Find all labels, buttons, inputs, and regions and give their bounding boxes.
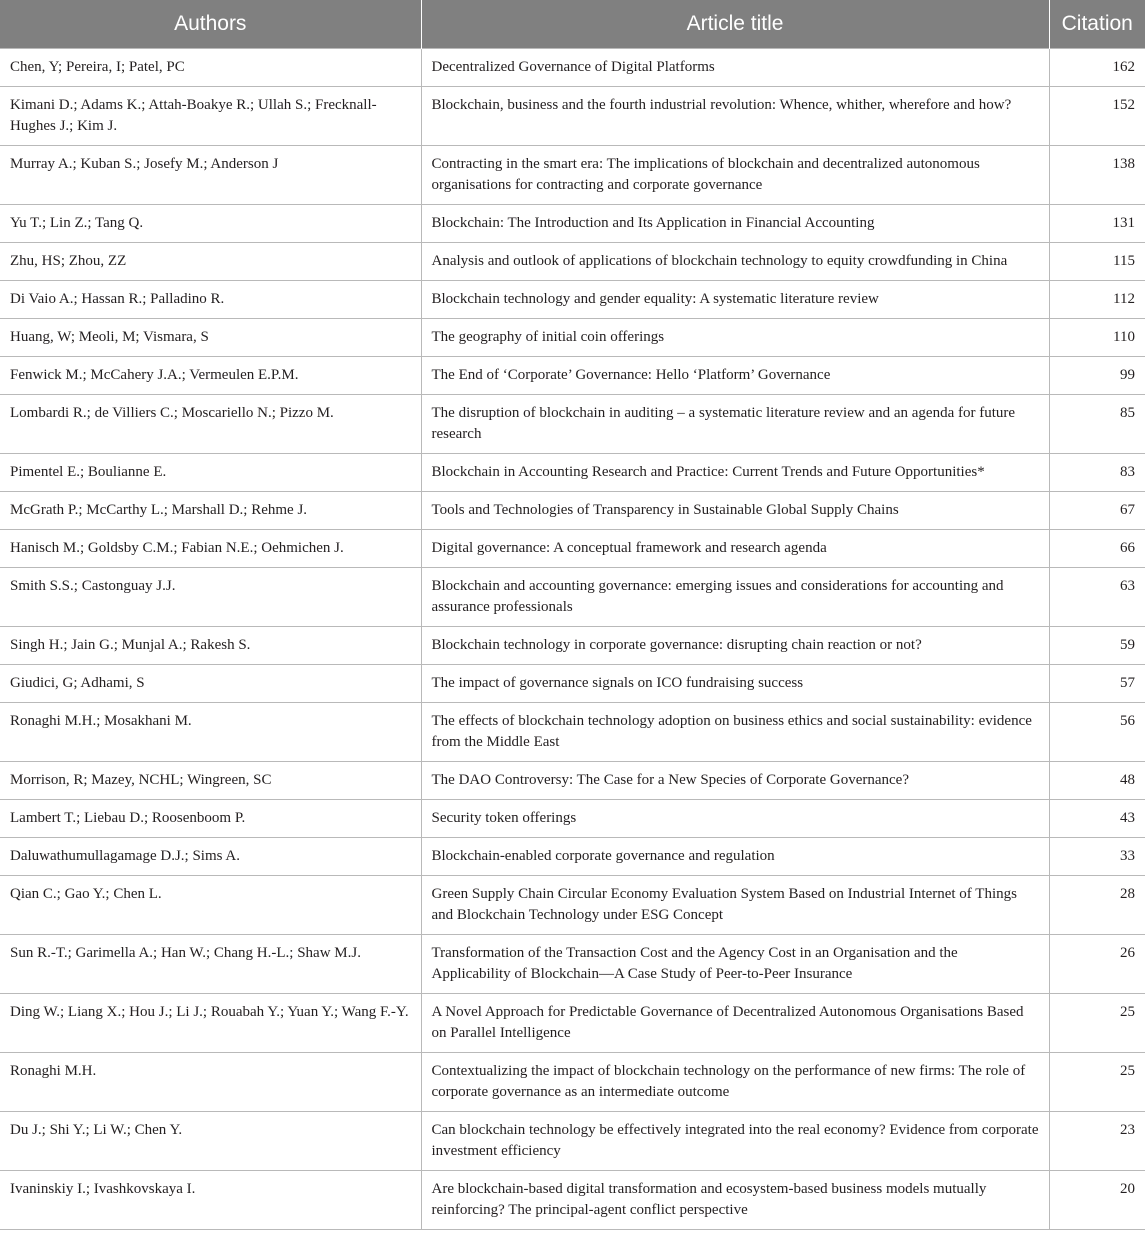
table-row xyxy=(0,394,1145,453)
table-row xyxy=(0,318,1145,356)
table-row xyxy=(0,875,1145,934)
authors-cell: Fenwick M.; McCahery J.A.; Vermeulen E.P.M. xyxy=(0,356,421,394)
citation-cell: 67 xyxy=(1049,491,1145,529)
header-row xyxy=(0,0,1145,48)
authors-cell: Singh H.; Jain G.; Munjal A.; Rakesh S. xyxy=(0,626,421,664)
table-row xyxy=(0,145,1145,204)
authors-cell: Kimani D.; Adams K.; Attah-Boakye R.; Ullah S.; Frecknall-Hughes J.; Kim J. xyxy=(0,86,421,145)
authors-cell: Sun R.-T.; Garimella A.; Han W.; Chang H.-L.; Shaw M.J. xyxy=(0,934,421,993)
authors-cell: Ronaghi M.H. xyxy=(0,1052,421,1111)
authors-cell: Hanisch M.; Goldsby C.M.; Fabian N.E.; Oehmichen J. xyxy=(0,529,421,567)
authors-cell: Di Vaio A.; Hassan R.; Palladino R. xyxy=(0,280,421,318)
citation-cell: 59 xyxy=(1049,626,1145,664)
citation-cell: 162 xyxy=(1049,48,1145,86)
table-body xyxy=(0,48,1145,1229)
citation-cell: 152 xyxy=(1049,86,1145,145)
title-cell: A Novel Approach for Predictable Governance of Decentralized Autonomous Organisations Based on Parallel Intelligence xyxy=(421,993,1049,1052)
authors-cell: Daluwathumullagamage D.J.; Sims A. xyxy=(0,837,421,875)
table-row xyxy=(0,664,1145,702)
title-cell: Can blockchain technology be effectively integrated into the real economy? Evidence from corporate investment efficiency xyxy=(421,1111,1049,1170)
citation-cell: 83 xyxy=(1049,453,1145,491)
title-cell: Security token offerings xyxy=(421,799,1049,837)
table-row xyxy=(0,626,1145,664)
title-cell: Decentralized Governance of Digital Platforms xyxy=(421,48,1049,86)
table-row xyxy=(0,702,1145,761)
title-cell: The geography of initial coin offerings xyxy=(421,318,1049,356)
title-cell: Contracting in the smart era: The implications of blockchain and decentralized autonomous organisations for contracting and corporate governance xyxy=(421,145,1049,204)
table-row xyxy=(0,356,1145,394)
authors-cell: Pimentel E.; Boulianne E. xyxy=(0,453,421,491)
header-citation: Citation xyxy=(1049,0,1145,48)
citation-cell: 138 xyxy=(1049,145,1145,204)
citation-cell: 112 xyxy=(1049,280,1145,318)
citation-cell: 26 xyxy=(1049,934,1145,993)
authors-cell: Murray A.; Kuban S.; Josefy M.; Anderson J xyxy=(0,145,421,204)
citation-cell: 23 xyxy=(1049,1111,1145,1170)
table-row xyxy=(0,86,1145,145)
citation-cell: 110 xyxy=(1049,318,1145,356)
title-cell: Green Supply Chain Circular Economy Evaluation System Based on Industrial Internet of Things and Blockchain Technology under ESG Concept xyxy=(421,875,1049,934)
header-article-title: Article title xyxy=(421,0,1049,48)
table-row xyxy=(0,761,1145,799)
authors-cell: Du J.; Shi Y.; Li W.; Chen Y. xyxy=(0,1111,421,1170)
table-row xyxy=(0,491,1145,529)
citation-cell: 43 xyxy=(1049,799,1145,837)
citation-cell: 20 xyxy=(1049,1170,1145,1229)
citation-cell: 48 xyxy=(1049,761,1145,799)
table-row xyxy=(0,567,1145,626)
table-row xyxy=(0,48,1145,86)
table-row xyxy=(0,1052,1145,1111)
citation-cell: 25 xyxy=(1049,1052,1145,1111)
table-row xyxy=(0,799,1145,837)
table-row xyxy=(0,529,1145,567)
title-cell: The impact of governance signals on ICO fundraising success xyxy=(421,664,1049,702)
title-cell: Are blockchain-based digital transformation and ecosystem-based business models mutually reinforcing? The principal-agent conflict perspective xyxy=(421,1170,1049,1229)
citation-cell: 115 xyxy=(1049,242,1145,280)
authors-cell: Lambert T.; Liebau D.; Roosenboom P. xyxy=(0,799,421,837)
title-cell: The disruption of blockchain in auditing – a systematic literature review and an agenda for future research xyxy=(421,394,1049,453)
authors-cell: Huang, W; Meoli, M; Vismara, S xyxy=(0,318,421,356)
title-cell: Transformation of the Transaction Cost and the Agency Cost in an Organisation and the Applicability of Blockchain—A Case Study of Peer-to-Peer Insurance xyxy=(421,934,1049,993)
table-header xyxy=(0,0,1145,48)
authors-cell: Ding W.; Liang X.; Hou J.; Li J.; Rouabah Y.; Yuan Y.; Wang F.-Y. xyxy=(0,993,421,1052)
citation-cell: 28 xyxy=(1049,875,1145,934)
authors-cell: McGrath P.; McCarthy L.; Marshall D.; Rehme J. xyxy=(0,491,421,529)
title-cell: Blockchain and accounting governance: emerging issues and considerations for accounting and assurance professionals xyxy=(421,567,1049,626)
authors-cell: Chen, Y; Pereira, I; Patel, PC xyxy=(0,48,421,86)
table-row xyxy=(0,993,1145,1052)
title-cell: The DAO Controversy: The Case for a New Species of Corporate Governance? xyxy=(421,761,1049,799)
table-row xyxy=(0,1111,1145,1170)
authors-cell: Morrison, R; Mazey, NCHL; Wingreen, SC xyxy=(0,761,421,799)
citation-cell: 25 xyxy=(1049,993,1145,1052)
table-row xyxy=(0,1170,1145,1229)
authors-cell: Yu T.; Lin Z.; Tang Q. xyxy=(0,204,421,242)
citation-cell: 131 xyxy=(1049,204,1145,242)
title-cell: Blockchain technology and gender equality: A systematic literature review xyxy=(421,280,1049,318)
citation-cell: 63 xyxy=(1049,567,1145,626)
table-row xyxy=(0,934,1145,993)
title-cell: The End of ‘Corporate’ Governance: Hello ‘Platform’ Governance xyxy=(421,356,1049,394)
title-cell: Digital governance: A conceptual framework and research agenda xyxy=(421,529,1049,567)
authors-cell: Lombardi R.; de Villiers C.; Moscariello N.; Pizzo M. xyxy=(0,394,421,453)
title-cell: Blockchain technology in corporate governance: disrupting chain reaction or not? xyxy=(421,626,1049,664)
citation-cell: 57 xyxy=(1049,664,1145,702)
header-authors: Authors xyxy=(0,0,421,48)
authors-cell: Ronaghi M.H.; Mosakhani M. xyxy=(0,702,421,761)
authors-cell: Smith S.S.; Castonguay J.J. xyxy=(0,567,421,626)
authors-cell: Giudici, G; Adhami, S xyxy=(0,664,421,702)
title-cell: Tools and Technologies of Transparency in Sustainable Global Supply Chains xyxy=(421,491,1049,529)
table-row xyxy=(0,280,1145,318)
authors-cell: Ivaninskiy I.; Ivashkovskaya I. xyxy=(0,1170,421,1229)
table-row xyxy=(0,453,1145,491)
citation-cell: 99 xyxy=(1049,356,1145,394)
title-cell: Analysis and outlook of applications of blockchain technology to equity crowdfunding in China xyxy=(421,242,1049,280)
citation-cell: 56 xyxy=(1049,702,1145,761)
citation-cell: 66 xyxy=(1049,529,1145,567)
title-cell: Contextualizing the impact of blockchain technology on the performance of new firms: The role of corporate governance as an intermediate outcome xyxy=(421,1052,1049,1111)
authors-cell: Qian C.; Gao Y.; Chen L. xyxy=(0,875,421,934)
title-cell: The effects of blockchain technology adoption on business ethics and social sustainability: evidence from the Middle East xyxy=(421,702,1049,761)
title-cell: Blockchain-enabled corporate governance and regulation xyxy=(421,837,1049,875)
table-row xyxy=(0,204,1145,242)
table-row xyxy=(0,837,1145,875)
citation-cell: 85 xyxy=(1049,394,1145,453)
citation-cell: 33 xyxy=(1049,837,1145,875)
table-row xyxy=(0,242,1145,280)
title-cell: Blockchain, business and the fourth industrial revolution: Whence, whither, wherefore and how? xyxy=(421,86,1049,145)
title-cell: Blockchain: The Introduction and Its Application in Financial Accounting xyxy=(421,204,1049,242)
authors-cell: Zhu, HS; Zhou, ZZ xyxy=(0,242,421,280)
title-cell: Blockchain in Accounting Research and Practice: Current Trends and Future Opportunities* xyxy=(421,453,1049,491)
